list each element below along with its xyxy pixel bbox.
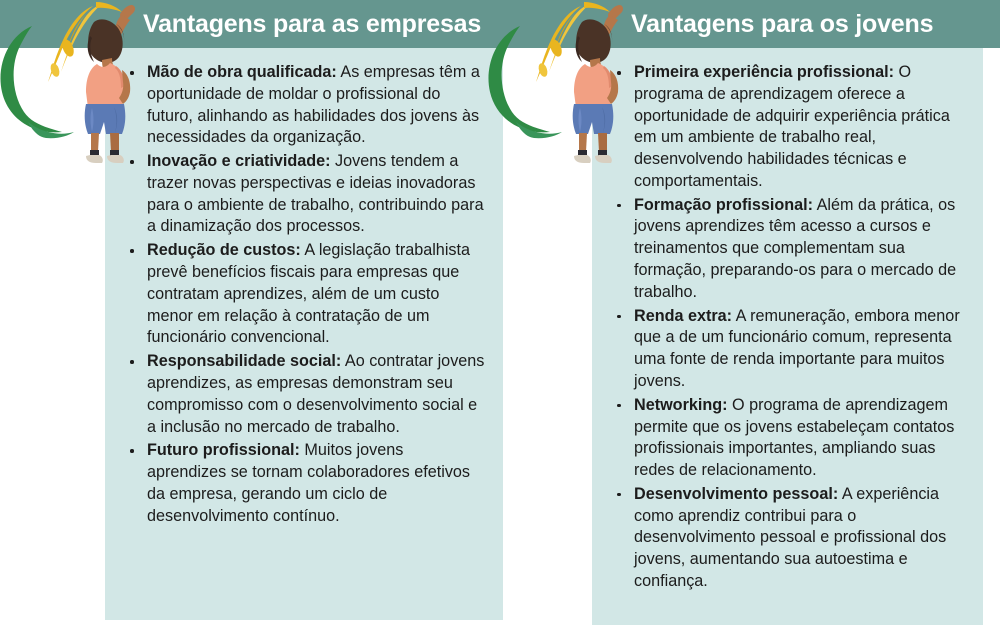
list-item (610, 195, 967, 304)
list-item (610, 306, 967, 393)
bullet-list-jovens (592, 48, 983, 593)
bullet-text: As empresas têm a oportunidade de moldar o profissional do futuro, alinhando as habilidades dos jovens às necessidades da organização. (147, 63, 480, 147)
bullet-text: A experiência como aprendiz contribui para o desenvolvimento pessoal e profissional dos jovens, aumentando sua autoestima e confiança. (634, 484, 947, 590)
bullet-term: Formação profissional: (634, 195, 813, 214)
bullet-term: Networking: (634, 395, 728, 414)
list-item (123, 351, 487, 438)
bullet-term: Renda extra: (634, 306, 733, 325)
bullet-text: A remuneração, embora menor que a de um funcionário comum, representa uma fonte de renda importante para muitos jovens. (634, 306, 960, 390)
bullet-term: Primeira experiência profissional: (634, 63, 895, 81)
bullet-term: Futuro profissional: (147, 441, 300, 460)
bullet-term: Redução de custos: (147, 241, 301, 260)
column-panel-jovens (592, 48, 983, 625)
bullet-term: Inovação e criatividade: (147, 152, 331, 171)
illustration-jovens (486, 0, 631, 165)
bullet-term: Mão de obra qualificada: (147, 63, 337, 81)
column-title-empresas: Vantagens para as empresas (143, 9, 482, 38)
child-figure (85, 5, 135, 163)
bullet-text: O programa de aprendizagem oferece a oportunidade de adquirir experiência prática em um ambiente de trabalho real, desenvolvendo habilidades técnicas e comportamentais. (634, 63, 950, 190)
list-item (610, 395, 967, 482)
list-item (123, 240, 487, 349)
bullet-term: Desenvolvimento pessoal: (634, 484, 839, 503)
bullet-text: Além da prática, os jovens aprendizes têm acesso a cursos e treinamentos que complementam sua formação, preparando-os para o mercado de trabalho. (634, 195, 957, 301)
list-item (610, 62, 967, 193)
list-item (123, 440, 487, 527)
illustration-empresas (0, 0, 143, 165)
bullet-list-empresas (105, 48, 503, 527)
bullet-text: Muitos jovens aprendizes se tornam colaboradores efetivos da empresa, gerando um ciclo de desenvolvimento contínuo. (147, 441, 471, 525)
bullet-text: A legislação trabalhista prevê benefícios fiscais para empresas que contratam aprendizes, além de um custo menor em relação à contratação de um funcionário convencional. (147, 241, 471, 347)
bullet-text: Jovens tendem a trazer novas perspectivas e ideias inovadoras para o ambiente de trabalho, contribuindo para a dinamização dos processos. (147, 152, 484, 236)
column-title-jovens: Vantagens para os jovens (631, 9, 934, 38)
bullet-term: Responsabilidade social: (147, 352, 342, 371)
list-item (610, 484, 967, 593)
list-item (123, 151, 487, 238)
child-figure (573, 5, 623, 163)
bullet-text: O programa de aprendizagem permite que os jovens estabeleçam contatos profissionais importantes, ampliando suas redes de relacionamento. (634, 395, 955, 480)
bullet-text: Ao contratar jovens aprendizes, as empresas demonstram seu compromisso com o desenvolvimento social e a inclusão no mercado de trabalho. (147, 352, 485, 436)
column-panel-empresas (105, 48, 503, 620)
list-item (123, 62, 487, 149)
